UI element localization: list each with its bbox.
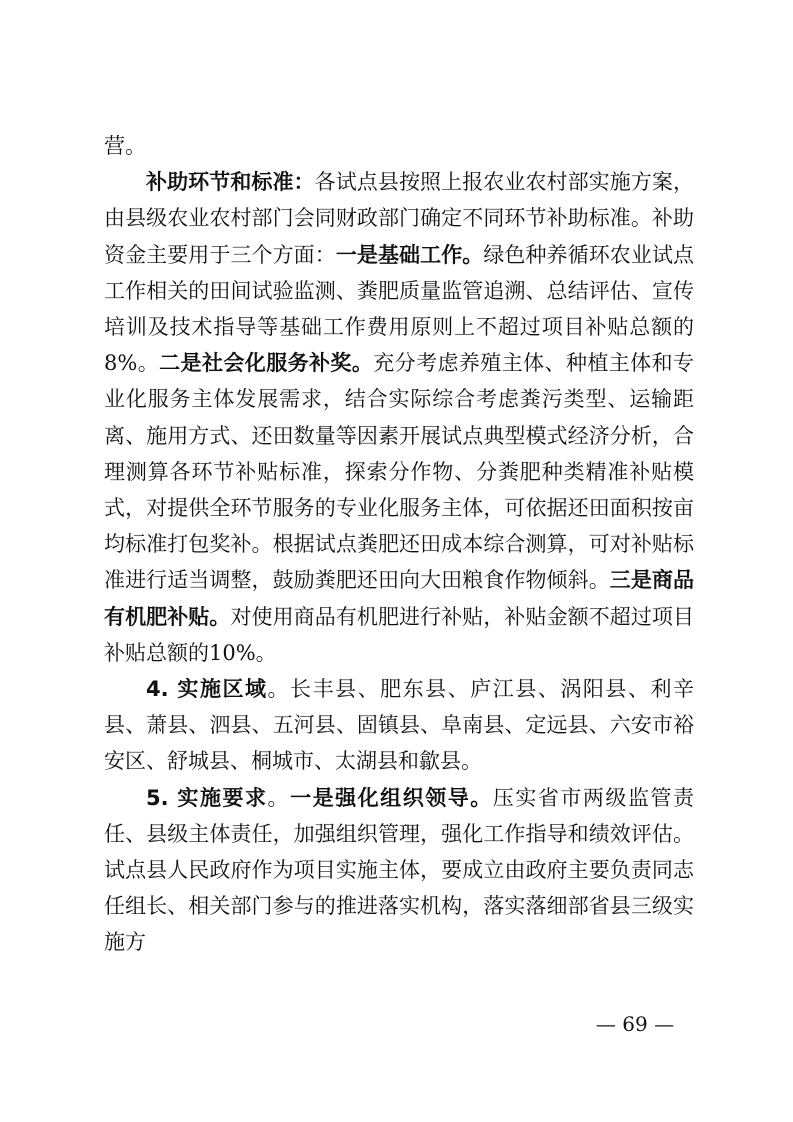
bold-heading-run: 一是基础工作。 <box>335 242 484 267</box>
page-number: — 69 — <box>595 1012 675 1036</box>
text-run: 绿色种养循环农业试点工作相关的田间试验监测、粪肥质量监管追溯、总结评估、宣传培训及技术指导等基础工作费用原则上不超过项目补贴总额的8%。 <box>104 242 695 376</box>
text-run: 。 <box>267 785 291 810</box>
bold-heading-run: 5. 实施要求 <box>146 785 268 810</box>
bold-heading-run: 4. 实施区域 <box>146 677 268 702</box>
text-run: 。长丰县、肥东县、庐江县、涡阳县、利辛县、萧县、泗县、五河县、固镇县、阜南县、定远县、六安市裕安区、舒城县、桐城市、太湖县和歙县。 <box>104 677 694 774</box>
body-text <box>104 128 694 961</box>
text-run: 压实省市两级监管责任、县级主体责任，加强组织管理，强化工作指导和绩效评估。试点县人民政府作为项目实施主体，要成立由政府主要负责同志任组长、相关部门参与的推进落实机构，落实落细部省县三级实施方 <box>104 785 695 955</box>
paragraph-ying <box>104 128 694 164</box>
paragraph-implementation-area <box>104 671 694 780</box>
bold-heading-run: 一是强化组织领导。 <box>290 785 493 810</box>
bold-heading-run: 二是社会化服务补奖。 <box>159 351 374 376</box>
text-run: 各试点县按照上报农业农村部实施方案，由县级农业农村部门会同财政部门确定不同环节补助标准。补助资金主要用于三个方面： <box>104 170 694 267</box>
bold-heading-run: 三是商品有机肥补贴。 <box>104 568 695 629</box>
text-run: 充分考虑养殖主体、种植主体和专业化服务主体发展需求，结合实际综合考虑粪污类型、运输距离、施用方式、还田数量等因素开展试点典型模式经济分析，合理测算各环节补贴标准，探索分作物、分粪肥种类精准补贴模式，对提供全环节服务的专业化服务主体，可依据还田面积按亩均标准打包奖补。根据试点粪肥还田成本综合测算，可对补贴标准进行适当调整，鼓励粪肥还田向大田粮食作物倾斜。 <box>104 351 694 593</box>
bold-heading-run: 补助环节和标准： <box>146 170 315 195</box>
paragraph-implementation-requirements <box>104 780 694 961</box>
text-run: 对使用商品有机肥进行补贴，补贴金额不超过项目补贴总额的10%。 <box>104 604 695 665</box>
paragraph-subsidy-standards <box>104 164 694 671</box>
text-run: 营。 <box>104 134 146 158</box>
